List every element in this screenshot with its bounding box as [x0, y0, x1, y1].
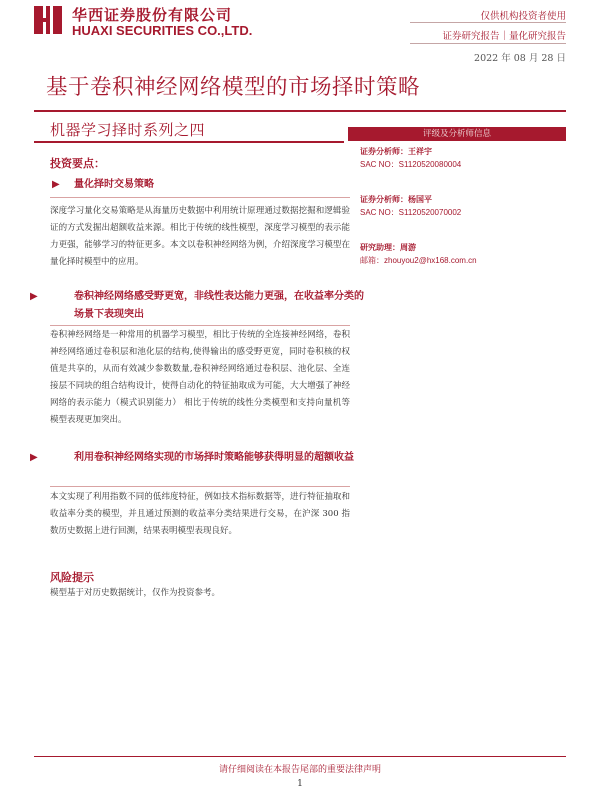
section-divider — [50, 325, 350, 326]
bullet-body: 卷积神经网络是一种常用的机器学习模型，相比于传统的全连接神经网络，卷积神经网络通过卷积层和池化层的结构,使得输出的感受野更宽，同时卷积核的权值是共享的，从而有效减少参数数量,卷积神经网络通过卷积层、池化层、全连接层不同块的组合结构设计，使得自动化的特征抽取成为可能，大大增强了神经网络的表示能力（模式识别能力） 相比于传统的线性分类模型和支持向量机等模型表现更加突出。 — [50, 330, 350, 425]
report-title: 基于卷积神经网络模型的市场择时策略 — [46, 75, 421, 100]
bullet-heading: ▶ 量化择时交易策略 — [52, 176, 350, 194]
analyst-name: 证券分析师：王祥宇 — [360, 147, 432, 156]
header-divider — [410, 22, 566, 23]
triangle-bullet-icon: ▶ — [52, 179, 60, 190]
subtitle-divider — [34, 141, 344, 143]
analyst-sac: SAC NO：S1120520070002 — [360, 208, 462, 217]
footer-divider — [34, 756, 566, 757]
report-date: 2022 年 08 月 28 日 — [474, 53, 566, 64]
report-subtitle: 机器学习择时系列之四 — [50, 121, 206, 139]
key-points-label: 投资要点： — [50, 157, 105, 170]
company-name-cn: 华西证券股份有限公司 — [72, 6, 233, 24]
triangle-bullet-icon: ▶ — [30, 452, 38, 463]
company-name-en: HUAXI SECURITIES CO.,LTD. — [72, 23, 253, 38]
page-number: 1 — [297, 779, 303, 789]
risk-label: 风险提示 — [50, 571, 94, 584]
bullet-body: 本文实现了利用指数不同的低纬度特征，例如技术指标数据等，进行特征抽取和收益率分类的模型，并且通过预测的收益率分类结果进行交易，在沪深 300 指数历史数据上进行回测，结果表明模型表现良好。 — [50, 492, 350, 536]
risk-text: 模型基于对历史数据统计，仅作为投资参考。 — [50, 588, 221, 598]
bullet-heading: ▶ 卷积神经网络感受野更宽，非线性表达能力更强，在收益率分类的场景下表现突出 — [52, 288, 372, 324]
header-divider — [410, 43, 566, 44]
audience-note: 仅供机构投资者使用 — [480, 11, 566, 22]
section-divider — [50, 486, 350, 487]
triangle-bullet-icon: ▶ — [30, 291, 38, 302]
huaxi-logo-icon — [34, 6, 62, 34]
assistant-email[interactable]: 邮箱：zhouyou2@hx168.com.cn — [360, 256, 477, 265]
bullet-body: 深度学习量化交易策略是从海量历史数据中利用统计原理通过数据挖掘和逻辑验证的方式发掘出超额收益来源。相比于传统的线性模型，深度学习模型的表示能力更强，能够学习的特征更多。本文以卷积神经网络为例，介绍深度学习模型在量化择时模型中的应用。 — [50, 206, 350, 267]
footer-disclaimer: 请仔细阅读在本报告尾部的重要法律声明 — [218, 765, 381, 775]
title-divider — [34, 110, 566, 112]
assistant-name: 研究助理：周游 — [360, 243, 416, 252]
report-type: 证券研究报告｜量化研究报告 — [442, 31, 566, 42]
section-divider — [50, 197, 350, 198]
analyst-sac: SAC NO：S1120520080004 — [360, 160, 462, 169]
analyst-info-heading: 评级及分析师信息 — [348, 127, 566, 141]
analyst-name: 证券分析师：杨国平 — [360, 195, 432, 204]
bullet-heading: ▶ 利用卷积神经网络实现的市场择时策略能够获得明显的超额收益 — [52, 449, 372, 467]
